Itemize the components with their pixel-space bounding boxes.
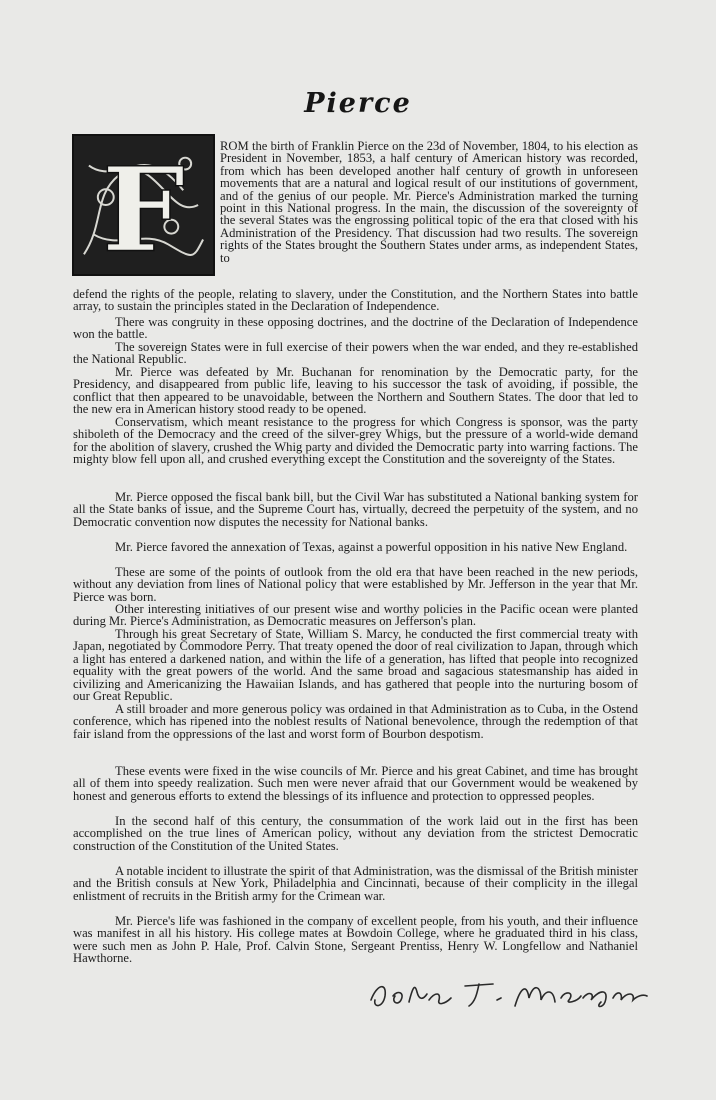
paragraph: The sovereign States were in full exercise of their powers when the war ended, and they re-established the National Republic. xyxy=(73,340,638,367)
handwritten-signature xyxy=(365,978,650,1012)
first-paragraph-continuation: defend the rights of the people, relating to slavery, under the Constitution, and the Northern States into battle array, to sustain the principles stated in the Declaration of Independence. xyxy=(73,287,638,314)
paragraph: Through his great Secretary of State, William S. Marcy, he conducted the first commercial treaty with Japan, negotiated by Commodore Perry. That treaty opened the door of real civilization to Japan, through which a light has entered a darkened nation, and within the life of a generation, has lifted that people into recognized equality with the great powers of the world. And the same broad and sagacious statesmanship has aided in civilizing and Americanizing the Hawaiian Islands, and has gathered that people into the nurturing bosom of our Great Republic. xyxy=(73,627,638,704)
first-paragraph-lines: ROM the birth of Franklin Pierce on the 23d of November, 1804, to his election as President in November, 1853, a half century of American history was recorded, from which has been developed another half century of growth in unforeseen movements that are a natural and logical result of our institutions of government, and of the genius of our people. Mr. Pierce's Administration marked the turning point in this National progress. In the main, the discussion of the sovereignty of the several States was the engrossing political topic of the era that closed with his Administration of the Presidency. That discussion had two results. The sovereign rights of the States brought the Southern States under arms, as independent States, to xyxy=(220,139,638,265)
paragraph: A still broader and more generous policy was ordained in that Administration as to Cuba, in the Ostend conference, which has ripened into the noblest results of National benevolence, through the redemption of that fair island from the oppressions of the last and worst form of Bourbon despotism. xyxy=(73,702,638,741)
paragraph: A notable incident to illustrate the spirit of that Administration, was the dismissal of the British minister and the British consuls at New York, Philadelphia and Cincinnati, because of their complicity in the illegal enlistment of recruits in the British army for the Crimean war. xyxy=(73,864,638,903)
paragraph: These events were fixed in the wise councils of Mr. Pierce and his great Cabinet, and time has brought all of them into speedy realization. Such men were never afraid that our Government would be weakened by honest and generous efforts to extend the blessings of its influence and protection to oppressed peoples. xyxy=(73,764,638,803)
paragraph: These are some of the points of outlook from the old era that have been reached in the new periods, without any deviation from lines of National policy that were established by Mr. Jefferson in the year that Mr. Pierce was born. xyxy=(73,565,638,604)
paragraph: There was congruity in these opposing doctrines, and the doctrine of the Declaration of Independence won the battle. xyxy=(73,315,638,342)
paragraph: Conservatism, which meant resistance to the progress for which Congress is sponsor, was the party shiboleth of the Democracy and the creed of the silver-grey Whigs, but the pressure of a world-wide demand for the abolition of slavery, crushed the Whig party and divided the Democratic party into warring factions. The mighty blow fell upon all, and crushed everything except the Constitution and the sovereignty of the States. xyxy=(73,415,638,467)
paragraph: Mr. Pierce's life was fashioned in the company of excellent people, from his youth, and their influence was manifest in all his history. His college mates at Bowdoin College, where he graduated third in his class, were such men as John P. Hale, Prof. Calvin Stone, Sergeant Prentiss, Henry W. Longfellow and Nathaniel Hawthorne. xyxy=(73,914,638,966)
paragraph: Other interesting initiatives of our present wise and worthy policies in the Pacific ocean were planted during Mr. Pierce's Administration, as Democratic measures on Jefferson's plan. xyxy=(73,602,638,629)
paragraph: Mr. Pierce was defeated by Mr. Buchanan for renomination by the Democratic party, for the Presidency, and disappeared from public life, leaving to his successor the task of avoiding, if possible, the conflict that then appeared to be unavoidable, between the Northern and Southern States. The door that led to the new era in American history stood ready to be opened. xyxy=(73,365,638,417)
paragraph: Mr. Pierce opposed the fiscal bank bill, but the Civil War has substituted a National banking system for all the State banks of issue, and the Supreme Court has, virtually, decreed the perpetuity of the system, and no Democratic convention now disputes the necessity for National banks. xyxy=(73,490,638,529)
decorative-drop-cap xyxy=(72,134,215,276)
drop-cap-letter: F xyxy=(101,140,186,274)
paragraph: Mr. Pierce favored the annexation of Texas, against a powerful opposition in his native New England. xyxy=(115,540,628,554)
paragraph: In the second half of this century, the consummation of the work laid out in the first has been accomplished on the true lines of American policy, without any deviation from the strictest Democratic construction of the Constitution of the United States. xyxy=(73,814,638,853)
page-title: Pierce xyxy=(304,88,412,119)
